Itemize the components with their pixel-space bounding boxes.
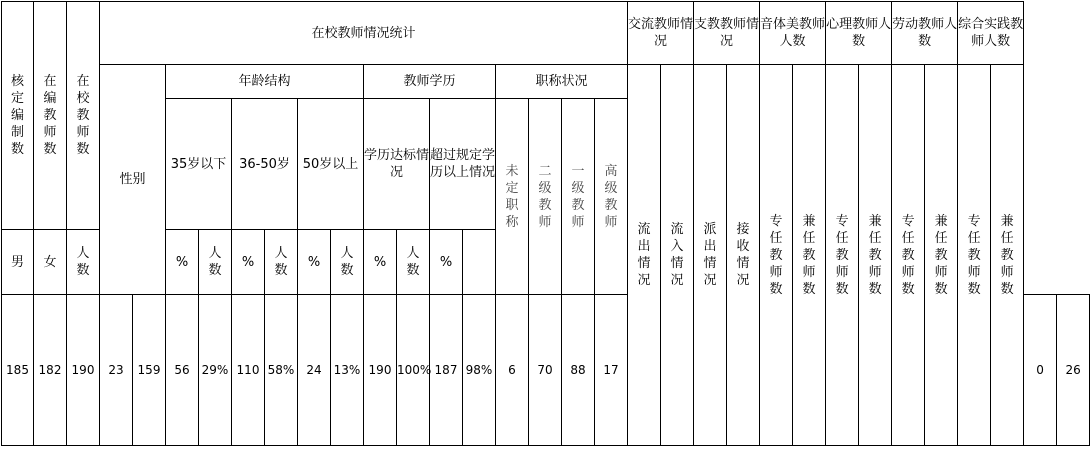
header-stats-group: 在校教师情况统计 (100, 2, 628, 65)
header-labor-part: 兼任教师数 (925, 65, 958, 446)
header-under35-count: 人数 (67, 230, 100, 295)
header-female: 女 (34, 230, 67, 295)
header-title-senior: 高级教师 (595, 99, 628, 295)
header-edu-std-count: 人数 (331, 230, 364, 295)
header-title-second: 二级教师 (529, 99, 562, 295)
header-practice: 综合实践教师人数 (958, 2, 1024, 65)
header-out-flow: 流出情况 (628, 65, 661, 446)
header-title-none: 未定职称 (496, 99, 529, 295)
cell-title-senior: 17 (595, 295, 628, 446)
cell-edu-above-pct: 98% (463, 295, 496, 446)
cell-edu-std-count: 190 (364, 295, 397, 446)
header-gender: 性别 (100, 65, 166, 295)
header-age-under35: 35岁以下 (166, 99, 232, 230)
header-dispatch: 派出情况 (694, 65, 727, 446)
cell-over50-pct: 13% (331, 295, 364, 446)
header-mid-count: 人数 (199, 230, 232, 295)
header-labor-full: 专任教师数 (892, 65, 925, 446)
cell-in-school: 190 (67, 295, 100, 446)
cell-title-first: 88 (562, 295, 595, 446)
cell-title-second: 70 (529, 295, 562, 446)
cell-out-flow: 0 (1024, 295, 1057, 446)
cell-verified-staff: 185 (2, 295, 34, 446)
header-male: 男 (2, 230, 34, 295)
header-title-first: 一级教师 (562, 99, 595, 295)
cell-female: 159 (133, 295, 166, 446)
header-titles: 职称状况 (496, 65, 628, 99)
header-education: 教师学历 (364, 65, 496, 99)
cell-in-flow: 26 (1057, 295, 1090, 446)
header-labor: 劳动教师人数 (892, 2, 958, 65)
header-edu-standard: 学历达标情况 (364, 99, 430, 230)
teacher-statistics-table (1, 1, 1090, 446)
cell-title-none: 6 (496, 295, 529, 446)
header-psych: 心理教师人数 (826, 2, 892, 65)
header-receive: 接收情况 (727, 65, 760, 446)
header-support: 支教教师情况 (694, 2, 760, 65)
header-age-over50: 50岁以上 (298, 99, 364, 230)
header-practice-part: 兼任教师数 (991, 65, 1024, 446)
header-practice-full: 专任教师数 (958, 65, 991, 446)
header-mid-pct: % (232, 230, 265, 295)
header-verified-staff: 核定编制数 (2, 2, 34, 230)
header-under35-pct: % (166, 230, 199, 295)
header-over50-count: 人数 (265, 230, 298, 295)
header-edu-above-count: 人数 (397, 230, 430, 295)
cell-on-staff: 182 (34, 295, 67, 446)
header-age-structure: 年龄结构 (166, 65, 364, 99)
header-on-staff: 在编教师数 (34, 2, 67, 230)
cell-over50-count: 24 (298, 295, 331, 446)
header-in-school: 在校教师数 (67, 2, 100, 230)
cell-edu-std-pct: 100% (397, 295, 430, 446)
header-psych-part: 兼任教师数 (859, 65, 892, 446)
cell-under35-count: 56 (166, 295, 199, 446)
header-age-36-50: 36-50岁 (232, 99, 298, 230)
header-psych-full: 专任教师数 (826, 65, 859, 446)
header-edu-std-pct: % (364, 230, 397, 295)
cell-mid-count: 110 (232, 295, 265, 446)
header-arts: 音体美教师人数 (760, 2, 826, 65)
header-arts-full: 专任教师数 (760, 65, 793, 446)
header-edu-above: 超过规定学历以上情况 (430, 99, 496, 230)
header-exchange: 交流教师情况 (628, 2, 694, 65)
cell-male: 23 (100, 295, 133, 446)
cell-edu-above-count: 187 (430, 295, 463, 446)
cell-under35-pct: 29% (199, 295, 232, 446)
header-edu-above-pct: % (430, 230, 463, 295)
header-in-flow: 流入情况 (661, 65, 694, 446)
cell-mid-pct: 58% (265, 295, 298, 446)
header-over50-pct: % (298, 230, 331, 295)
header-arts-part: 兼任教师数 (793, 65, 826, 446)
